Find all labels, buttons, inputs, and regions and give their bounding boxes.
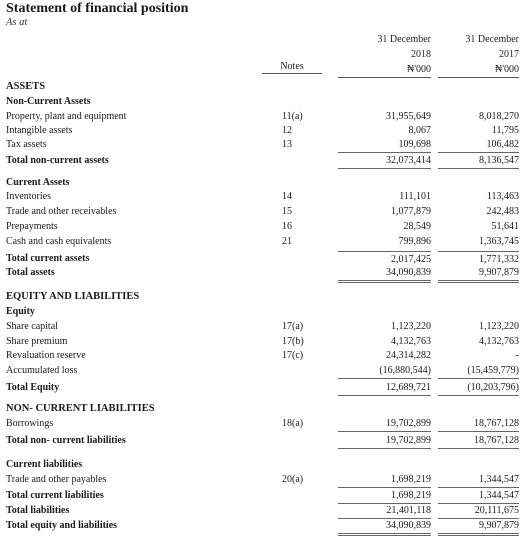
- table-row: [0, 265, 526, 280]
- value-2018: 34,090,839: [338, 265, 431, 283]
- row-label: Trade and other receivables: [6, 206, 117, 217]
- row-label: Intangible assets: [6, 125, 73, 136]
- table-row: [0, 503, 526, 518]
- column-header-2018-year: 2018: [411, 49, 431, 60]
- value-2017: -: [515, 350, 519, 361]
- table-row: [0, 334, 526, 349]
- value-2018: 109,698: [338, 137, 431, 153]
- table-row: [0, 175, 526, 190]
- row-label: Current Assets: [6, 177, 70, 188]
- value-2017: 1,344,547: [438, 472, 519, 488]
- row-note: 17(a): [282, 321, 304, 332]
- table-row: [0, 433, 526, 448]
- table-row: [0, 348, 526, 363]
- value-2018: 24,314,282: [386, 350, 431, 361]
- row-label: Total liabilities: [6, 505, 70, 516]
- row-label: Equity: [6, 306, 35, 317]
- value-2018: 111,101: [399, 191, 431, 202]
- value-2017: 1,363,745: [479, 236, 519, 247]
- table-row: [0, 289, 526, 304]
- value-2018: 1,123,220: [391, 321, 431, 332]
- column-header-2017-date: 31 December: [465, 34, 519, 45]
- row-label: Total equity and liabilities: [6, 520, 118, 531]
- table-row: [0, 304, 526, 319]
- table-row: [0, 137, 526, 152]
- value-2018: 32,073,414: [338, 153, 431, 169]
- row-note: 14: [282, 191, 292, 202]
- value-2017: 113,463: [486, 191, 519, 202]
- table-row: [0, 94, 526, 109]
- value-2018: 21,401,118: [338, 503, 431, 519]
- value-2018: 19,702,899: [338, 416, 431, 432]
- row-label: Total Equity: [6, 382, 60, 393]
- row-label: Revaluation reserve: [6, 350, 86, 361]
- table-row: [0, 472, 526, 487]
- value-2017: 4,132,763: [479, 336, 519, 347]
- value-2018: 34,090,839: [338, 518, 431, 536]
- column-header-2017-year: 2017: [499, 49, 519, 60]
- value-2018: 1,077,879: [391, 206, 431, 217]
- row-label: Total non-current assets: [6, 155, 109, 166]
- row-label: Share premium: [6, 336, 68, 347]
- value-2018: 31,955,649: [386, 111, 431, 122]
- table-row: [0, 401, 526, 416]
- row-note: 17(c): [282, 350, 304, 361]
- value-2018: 19,702,899: [338, 433, 431, 449]
- value-2017: 1,344,547: [438, 488, 519, 504]
- row-label: NON- CURRENT LIABILITIES: [6, 403, 155, 414]
- table-row: [0, 109, 526, 124]
- value-2018: 799,896: [398, 236, 431, 247]
- row-note: 11(a): [282, 111, 303, 122]
- value-2017: 18,767,128: [438, 433, 519, 449]
- document-title: Statement of financial position: [6, 1, 189, 16]
- table-row: [0, 319, 526, 334]
- value-2018: 1,698,219: [338, 488, 431, 504]
- row-label: Prepayments: [6, 221, 58, 232]
- value-2017: 9,907,879: [438, 265, 519, 283]
- table-row: [0, 251, 526, 266]
- table-row: [0, 79, 526, 94]
- row-label: Accumulated loss: [6, 365, 78, 376]
- row-label: ASSETS: [6, 81, 46, 92]
- table-row: [0, 380, 526, 395]
- row-note: 21: [282, 236, 292, 247]
- column-header-2018: [338, 32, 431, 78]
- row-label: Share capital: [6, 321, 58, 332]
- row-label: Current liabilities: [6, 459, 83, 470]
- value-2017: 1,771,332: [438, 251, 519, 267]
- row-label: Inventories: [6, 191, 51, 202]
- table-row: [0, 416, 526, 431]
- value-2018: 8,067: [408, 125, 431, 136]
- row-note: 15: [282, 206, 292, 217]
- row-label: Trade and other payables: [6, 474, 107, 485]
- value-2017: 18,767,128: [438, 416, 519, 432]
- row-label: Total assets: [6, 267, 55, 278]
- value-2017: 11,795: [491, 125, 519, 136]
- value-2017: 9,907,879: [438, 518, 519, 536]
- row-note: 16: [282, 221, 292, 232]
- row-label: Total current liabilities: [6, 490, 104, 501]
- table-row: [0, 204, 526, 219]
- value-2017: 8,136,547: [438, 153, 519, 169]
- table-row: [0, 488, 526, 503]
- row-note: 12: [282, 125, 292, 136]
- value-2017: 1,123,220: [479, 321, 519, 332]
- row-note: 17(b): [282, 336, 304, 347]
- value-2017: 8,018,270: [479, 111, 519, 122]
- value-2017: (15,459,779): [438, 363, 519, 379]
- row-label: Total non- current liabilities: [6, 435, 126, 446]
- table-row: [0, 189, 526, 204]
- value-2017: 51,641: [491, 221, 519, 232]
- value-2018: 28,549: [403, 221, 431, 232]
- row-note: 18(a): [282, 418, 304, 429]
- row-label: EQUITY AND LIABILITIES: [6, 291, 140, 302]
- table-row: [0, 123, 526, 138]
- value-2017: (10,203,796): [438, 380, 519, 396]
- value-2017: 242,483: [486, 206, 519, 217]
- table-row: [0, 363, 526, 378]
- document-subtitle: As at: [6, 17, 28, 28]
- column-header-2017-unit: ₦'000: [438, 62, 519, 78]
- value-2018: 12,689,721: [338, 380, 431, 396]
- row-note: 20(a): [282, 474, 304, 485]
- value-2017: 20,111,675: [438, 503, 519, 519]
- column-header-2018-unit: ₦'000: [338, 62, 431, 78]
- row-label: Tax assets: [6, 139, 47, 150]
- table-row: [0, 518, 526, 533]
- table-row: [0, 153, 526, 168]
- column-header-2018-date: 31 December: [377, 34, 431, 45]
- row-note: 13: [282, 139, 292, 150]
- value-2018: 4,132,763: [391, 336, 431, 347]
- value-2018: 2,017,425: [338, 251, 431, 267]
- value-2018: 1,698,219: [338, 472, 431, 488]
- table-row: [0, 234, 526, 249]
- row-label: Property, plant and equipment: [6, 111, 127, 122]
- value-2018: (16,880,544): [338, 363, 431, 379]
- row-label: Non-Current Assets: [6, 96, 91, 107]
- column-header-2017: [438, 32, 519, 78]
- row-label: Borrowings: [6, 418, 54, 429]
- table-row: [0, 219, 526, 234]
- value-2017: 106,482: [438, 137, 519, 153]
- row-label: Cash and cash equivalents: [6, 236, 112, 247]
- table-row: [0, 457, 526, 472]
- row-label: Total current assets: [6, 253, 90, 264]
- notes-column-header: Notes: [262, 61, 322, 74]
